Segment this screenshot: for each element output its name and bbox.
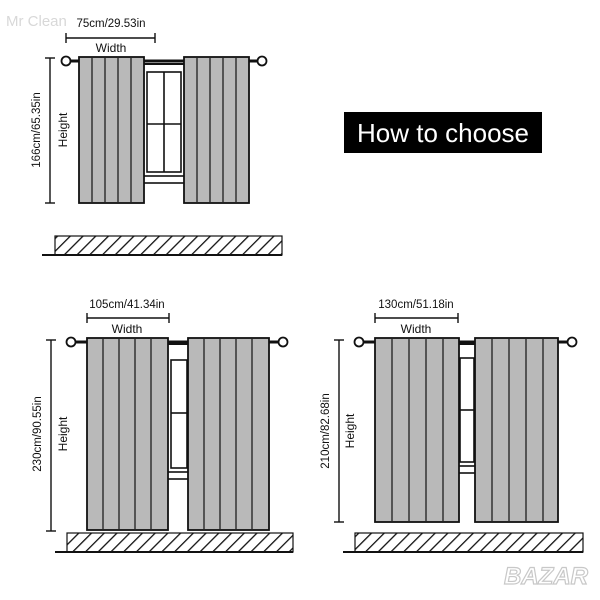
height-dimension [31,58,70,203]
diagram-wide [320,299,583,552]
width-dimension [66,18,155,55]
height-dimension [32,340,70,531]
diagram-medium [32,299,293,552]
width-measurement: 75cm/29.53in [76,18,146,30]
width-label: Width [400,322,432,336]
diagram-small [31,18,282,255]
floor-hatch [42,236,282,255]
width-measurement: 105cm/41.34in [89,299,165,311]
width-dimension [87,299,169,336]
floor-hatch [55,533,293,552]
heading-title: How to choose [357,118,529,148]
height-measurement: 166cm/65.35in [31,92,43,168]
curtain-panel-left [87,338,168,530]
window [138,64,190,183]
height-label: Height [56,416,70,452]
height-dimension [320,340,357,522]
curtain-panel-right [184,57,249,203]
width-label: Width [95,41,127,55]
curtain-panel-right [475,338,558,522]
heading-box [344,112,542,153]
height-label: Height [56,112,70,148]
height-label: Height [343,413,357,449]
watermark-bottom: BAZAR [504,563,588,590]
width-dimension [375,299,458,336]
watermark-top: Mr Clean [6,13,67,30]
floor-hatch [343,533,583,552]
curtain-panel-left [79,57,144,203]
height-measurement: 210cm/82.68in [320,393,332,469]
curtain-panel-right [188,338,269,530]
width-label: Width [111,322,143,336]
curtain-panel-left [375,338,459,522]
height-measurement: 230cm/90.55in [32,396,44,472]
width-measurement: 130cm/51.18in [378,299,454,311]
